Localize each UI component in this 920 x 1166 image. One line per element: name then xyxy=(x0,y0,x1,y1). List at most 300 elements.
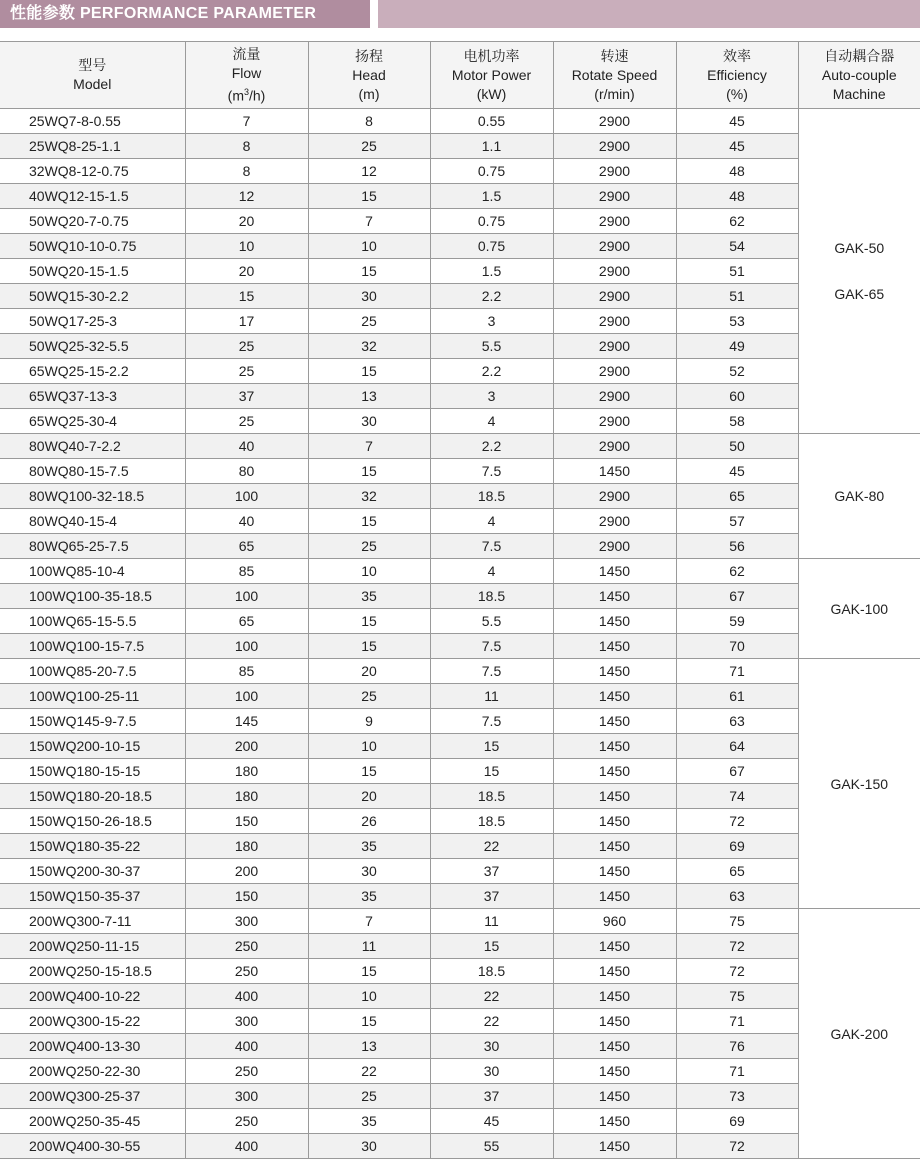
cell-speed: 1450 xyxy=(553,659,676,684)
cell-model: 100WQ100-25-11 xyxy=(0,684,185,709)
cell-flow: 180 xyxy=(185,784,308,809)
cell-speed: 1450 xyxy=(553,1109,676,1134)
cell-head: 30 xyxy=(308,409,430,434)
table-row xyxy=(0,759,920,784)
cell-flow: 300 xyxy=(185,909,308,934)
cell-head: 10 xyxy=(308,734,430,759)
cell-power: 22 xyxy=(430,984,553,1009)
cell-model: 200WQ250-22-30 xyxy=(0,1059,185,1084)
cell-head: 8 xyxy=(308,109,430,134)
cell-speed: 2900 xyxy=(553,509,676,534)
table-row xyxy=(0,884,920,909)
cell-flow: 7 xyxy=(185,109,308,134)
header-head-unit: (m) xyxy=(358,85,380,102)
cell-speed: 1450 xyxy=(553,834,676,859)
table-row xyxy=(0,684,920,709)
section-title: 性能参数 PERFORMANCE PARAMETER xyxy=(10,5,317,22)
cell-power: 18.5 xyxy=(430,784,553,809)
cell-flow: 37 xyxy=(185,384,308,409)
cell-power: 30 xyxy=(430,1034,553,1059)
cell-speed: 2900 xyxy=(553,234,676,259)
cell-power: 2.2 xyxy=(430,359,553,384)
cell-efficiency: 48 xyxy=(676,159,798,184)
cell-model: 150WQ200-10-15 xyxy=(0,734,185,759)
cell-speed: 2900 xyxy=(553,309,676,334)
cell-speed: 1450 xyxy=(553,1084,676,1109)
cell-efficiency: 45 xyxy=(676,109,798,134)
table-row xyxy=(0,409,920,434)
header-speed-en: Rotate Speed xyxy=(571,66,658,83)
cell-flow: 80 xyxy=(185,459,308,484)
coupler-label: GAK-200 xyxy=(830,1025,889,1042)
cell-power: 3 xyxy=(430,309,553,334)
cell-efficiency: 72 xyxy=(676,809,798,834)
cell-power: 7.5 xyxy=(430,534,553,559)
cell-model: 100WQ65-15-5.5 xyxy=(0,609,185,634)
cell-model: 150WQ150-35-37 xyxy=(0,884,185,909)
table-row xyxy=(0,534,920,559)
cell-flow: 20 xyxy=(185,209,308,234)
cell-model: 200WQ300-7-11 xyxy=(0,909,185,934)
cell-efficiency: 51 xyxy=(676,284,798,309)
table-row xyxy=(0,809,920,834)
cell-head: 13 xyxy=(308,384,430,409)
cell-head: 35 xyxy=(308,584,430,609)
cell-flow: 250 xyxy=(185,1059,308,1084)
table-header-row xyxy=(0,42,920,109)
cell-power: 7.5 xyxy=(430,709,553,734)
section-banner xyxy=(0,0,920,28)
cell-flow: 250 xyxy=(185,1109,308,1134)
cell-model: 150WQ180-20-18.5 xyxy=(0,784,185,809)
cell-head: 15 xyxy=(308,959,430,984)
cell-head: 20 xyxy=(308,659,430,684)
header-speed xyxy=(553,42,676,109)
cell-speed: 2900 xyxy=(553,184,676,209)
cell-power: 0.75 xyxy=(430,234,553,259)
cell-power: 4 xyxy=(430,409,553,434)
table-row xyxy=(0,734,920,759)
table-row xyxy=(0,134,920,159)
cell-model: 80WQ40-15-4 xyxy=(0,509,185,534)
cell-head: 11 xyxy=(308,934,430,959)
cell-efficiency: 75 xyxy=(676,909,798,934)
cell-head: 25 xyxy=(308,534,430,559)
cell-efficiency: 52 xyxy=(676,359,798,384)
cell-speed: 1450 xyxy=(553,884,676,909)
coupler-group-cell xyxy=(798,909,920,1159)
cell-model: 150WQ145-9-7.5 xyxy=(0,709,185,734)
cell-head: 15 xyxy=(308,609,430,634)
cell-flow: 20 xyxy=(185,259,308,284)
header-model-en: Model xyxy=(73,76,112,92)
cell-speed: 2900 xyxy=(553,384,676,409)
cell-flow: 300 xyxy=(185,1009,308,1034)
cell-efficiency: 70 xyxy=(676,634,798,659)
cell-model: 80WQ80-15-7.5 xyxy=(0,459,185,484)
cell-efficiency: 51 xyxy=(676,259,798,284)
cell-efficiency: 63 xyxy=(676,709,798,734)
table-row xyxy=(0,1034,920,1059)
cell-efficiency: 50 xyxy=(676,434,798,459)
cell-power: 5.5 xyxy=(430,609,553,634)
cell-flow: 12 xyxy=(185,184,308,209)
flow-unit-pre: (m xyxy=(227,87,244,104)
cell-speed: 1450 xyxy=(553,1059,676,1084)
cell-model: 80WQ65-25-7.5 xyxy=(0,534,185,559)
cell-head: 15 xyxy=(308,509,430,534)
cell-model: 40WQ12-15-1.5 xyxy=(0,184,185,209)
coupler-group-cell xyxy=(798,109,920,434)
cell-speed: 1450 xyxy=(553,584,676,609)
header-flow-unit xyxy=(186,83,308,106)
cell-head: 32 xyxy=(308,334,430,359)
cell-speed: 2900 xyxy=(553,359,676,384)
cell-head: 9 xyxy=(308,709,430,734)
cell-flow: 100 xyxy=(185,684,308,709)
cell-flow: 25 xyxy=(185,334,308,359)
cell-flow: 400 xyxy=(185,984,308,1009)
header-coupler xyxy=(798,42,920,109)
header-speed-unit: (r/min) xyxy=(594,85,635,102)
cell-efficiency: 45 xyxy=(676,134,798,159)
table-row xyxy=(0,859,920,884)
table-row xyxy=(0,784,920,809)
cell-model: 150WQ200-30-37 xyxy=(0,859,185,884)
header-coupler-en2: Machine xyxy=(832,85,886,102)
cell-speed: 2900 xyxy=(553,109,676,134)
cell-efficiency: 60 xyxy=(676,384,798,409)
table-row xyxy=(0,459,920,484)
cell-power: 1.5 xyxy=(430,184,553,209)
cell-power: 18.5 xyxy=(430,584,553,609)
performance-table xyxy=(0,41,920,1159)
cell-model: 200WQ250-11-15 xyxy=(0,934,185,959)
cell-speed: 1450 xyxy=(553,1134,676,1159)
cell-model: 100WQ100-15-7.5 xyxy=(0,634,185,659)
cell-speed: 2900 xyxy=(553,434,676,459)
cell-flow: 100 xyxy=(185,634,308,659)
table-row xyxy=(0,359,920,384)
cell-head: 25 xyxy=(308,309,430,334)
cell-head: 32 xyxy=(308,484,430,509)
cell-flow: 17 xyxy=(185,309,308,334)
cell-model: 25WQ7-8-0.55 xyxy=(0,109,185,134)
cell-power: 45 xyxy=(430,1109,553,1134)
table-row xyxy=(0,584,920,609)
flow-unit-post: /h) xyxy=(249,87,266,104)
table-row xyxy=(0,1059,920,1084)
cell-speed: 1450 xyxy=(553,609,676,634)
table-row xyxy=(0,1134,920,1159)
cell-power: 4 xyxy=(430,559,553,584)
cell-model: 50WQ10-10-0.75 xyxy=(0,234,185,259)
cell-flow: 180 xyxy=(185,759,308,784)
coupler-group-cell xyxy=(798,559,920,659)
cell-efficiency: 72 xyxy=(676,1134,798,1159)
cell-model: 65WQ25-15-2.2 xyxy=(0,359,185,384)
cell-speed: 2900 xyxy=(553,484,676,509)
cell-power: 7.5 xyxy=(430,634,553,659)
cell-efficiency: 69 xyxy=(676,1109,798,1134)
flow-unit-sup: 3 xyxy=(243,86,249,97)
cell-power: 0.75 xyxy=(430,209,553,234)
coupler-label: GAK-80 xyxy=(834,488,885,504)
cell-flow: 300 xyxy=(185,1084,308,1109)
table-row xyxy=(0,334,920,359)
header-efficiency-en: Efficiency xyxy=(707,66,767,83)
cell-head: 30 xyxy=(308,284,430,309)
cell-power: 11 xyxy=(430,684,553,709)
table-row xyxy=(0,434,920,459)
banner-separator xyxy=(370,0,378,28)
cell-head: 20 xyxy=(308,784,430,809)
table-row xyxy=(0,209,920,234)
header-coupler-en1: Auto-couple xyxy=(821,66,897,83)
table-row xyxy=(0,484,920,509)
cell-power: 22 xyxy=(430,1009,553,1034)
cell-flow: 400 xyxy=(185,1034,308,1059)
cell-head: 15 xyxy=(308,459,430,484)
cell-power: 5.5 xyxy=(430,334,553,359)
table-row xyxy=(0,309,920,334)
cell-model: 50WQ20-7-0.75 xyxy=(0,209,185,234)
cell-power: 18.5 xyxy=(430,484,553,509)
table-row xyxy=(0,284,920,309)
header-head-cn: 扬程 xyxy=(355,47,383,64)
header-head-en: Head xyxy=(352,66,386,83)
cell-head: 10 xyxy=(308,559,430,584)
cell-flow: 250 xyxy=(185,959,308,984)
cell-head: 7 xyxy=(308,909,430,934)
cell-efficiency: 54 xyxy=(676,234,798,259)
cell-model: 200WQ400-10-22 xyxy=(0,984,185,1009)
table-row xyxy=(0,234,920,259)
cell-model: 80WQ40-7-2.2 xyxy=(0,434,185,459)
cell-efficiency: 72 xyxy=(676,934,798,959)
coupler-group-cell xyxy=(798,434,920,559)
cell-head: 30 xyxy=(308,1134,430,1159)
cell-speed: 1450 xyxy=(553,709,676,734)
table-row xyxy=(0,109,920,134)
cell-head: 25 xyxy=(308,134,430,159)
cell-model: 50WQ25-32-5.5 xyxy=(0,334,185,359)
cell-flow: 25 xyxy=(185,409,308,434)
cell-power: 18.5 xyxy=(430,959,553,984)
cell-speed: 2900 xyxy=(553,534,676,559)
banner-title-box xyxy=(0,0,370,28)
cell-flow: 200 xyxy=(185,734,308,759)
cell-flow: 200 xyxy=(185,859,308,884)
cell-speed: 2900 xyxy=(553,334,676,359)
header-speed-cn: 转速 xyxy=(600,47,629,64)
table-row xyxy=(0,559,920,584)
cell-efficiency: 49 xyxy=(676,334,798,359)
cell-power: 2.2 xyxy=(430,434,553,459)
cell-model: 200WQ400-30-55 xyxy=(0,1134,185,1159)
header-efficiency-unit: (%) xyxy=(726,85,748,102)
table-row xyxy=(0,659,920,684)
cell-flow: 65 xyxy=(185,534,308,559)
cell-efficiency: 73 xyxy=(676,1084,798,1109)
header-coupler-cn: 自动耦合器 xyxy=(824,47,895,64)
cell-efficiency: 65 xyxy=(676,859,798,884)
header-flow xyxy=(185,42,308,109)
cell-flow: 8 xyxy=(185,159,308,184)
table-row xyxy=(0,609,920,634)
cell-flow: 250 xyxy=(185,934,308,959)
cell-efficiency: 72 xyxy=(676,959,798,984)
cell-speed: 1450 xyxy=(553,684,676,709)
table-row xyxy=(0,1009,920,1034)
cell-head: 15 xyxy=(308,259,430,284)
cell-speed: 1450 xyxy=(553,734,676,759)
cell-flow: 150 xyxy=(185,884,308,909)
cell-speed: 2900 xyxy=(553,159,676,184)
table-row xyxy=(0,184,920,209)
cell-efficiency: 74 xyxy=(676,784,798,809)
cell-power: 11 xyxy=(430,909,553,934)
cell-efficiency: 76 xyxy=(676,1034,798,1059)
cell-head: 10 xyxy=(308,984,430,1009)
table-row xyxy=(0,1109,920,1134)
table-row xyxy=(0,909,920,934)
cell-speed: 960 xyxy=(553,909,676,934)
cell-speed: 1450 xyxy=(553,984,676,1009)
cell-efficiency: 59 xyxy=(676,609,798,634)
cell-head: 35 xyxy=(308,834,430,859)
cell-model: 200WQ250-15-18.5 xyxy=(0,959,185,984)
cell-speed: 2900 xyxy=(553,209,676,234)
cell-speed: 1450 xyxy=(553,959,676,984)
header-power-unit: (kW) xyxy=(476,85,507,102)
cell-head: 12 xyxy=(308,159,430,184)
cell-flow: 100 xyxy=(185,484,308,509)
header-power xyxy=(430,42,553,109)
cell-speed: 1450 xyxy=(553,934,676,959)
cell-power: 3 xyxy=(430,384,553,409)
cell-head: 35 xyxy=(308,884,430,909)
cell-model: 50WQ20-15-1.5 xyxy=(0,259,185,284)
cell-power: 18.5 xyxy=(430,809,553,834)
cell-model: 100WQ100-35-18.5 xyxy=(0,584,185,609)
cell-head: 22 xyxy=(308,1059,430,1084)
cell-flow: 40 xyxy=(185,509,308,534)
cell-speed: 1450 xyxy=(553,1034,676,1059)
cell-flow: 145 xyxy=(185,709,308,734)
cell-model: 80WQ100-32-18.5 xyxy=(0,484,185,509)
cell-speed: 2900 xyxy=(553,134,676,159)
header-model xyxy=(0,42,185,109)
cell-efficiency: 69 xyxy=(676,834,798,859)
cell-speed: 1450 xyxy=(553,634,676,659)
table-row xyxy=(0,509,920,534)
cell-efficiency: 67 xyxy=(676,584,798,609)
cell-efficiency: 56 xyxy=(676,534,798,559)
cell-flow: 85 xyxy=(185,559,308,584)
cell-efficiency: 61 xyxy=(676,684,798,709)
cell-efficiency: 53 xyxy=(676,309,798,334)
cell-efficiency: 62 xyxy=(676,209,798,234)
table-row xyxy=(0,709,920,734)
coupler-label: GAK-150 xyxy=(830,775,889,792)
cell-power: 15 xyxy=(430,759,553,784)
cell-efficiency: 75 xyxy=(676,984,798,1009)
cell-speed: 1450 xyxy=(553,759,676,784)
cell-efficiency: 67 xyxy=(676,759,798,784)
cell-speed: 1450 xyxy=(553,859,676,884)
cell-head: 25 xyxy=(308,1084,430,1109)
coupler-group-cell xyxy=(798,659,920,909)
cell-head: 10 xyxy=(308,234,430,259)
table-row xyxy=(0,159,920,184)
cell-model: 200WQ250-35-45 xyxy=(0,1109,185,1134)
cell-power: 30 xyxy=(430,1059,553,1084)
cell-model: 150WQ180-35-22 xyxy=(0,834,185,859)
cell-flow: 65 xyxy=(185,609,308,634)
cell-model: 32WQ8-12-0.75 xyxy=(0,159,185,184)
header-model-cn: 型号 xyxy=(78,57,107,73)
cell-head: 26 xyxy=(308,809,430,834)
table-row xyxy=(0,384,920,409)
cell-head: 13 xyxy=(308,1034,430,1059)
cell-model: 50WQ17-25-3 xyxy=(0,309,185,334)
cell-flow: 85 xyxy=(185,659,308,684)
cell-head: 15 xyxy=(308,759,430,784)
table-row xyxy=(0,959,920,984)
header-power-en: Motor Power xyxy=(451,66,532,83)
cell-power: 1.1 xyxy=(430,134,553,159)
cell-efficiency: 45 xyxy=(676,459,798,484)
cell-power: 7.5 xyxy=(430,659,553,684)
cell-speed: 1450 xyxy=(553,559,676,584)
cell-power: 2.2 xyxy=(430,284,553,309)
cell-model: 150WQ150-26-18.5 xyxy=(0,809,185,834)
cell-power: 37 xyxy=(430,859,553,884)
table-row xyxy=(0,259,920,284)
cell-flow: 8 xyxy=(185,134,308,159)
cell-flow: 400 xyxy=(185,1134,308,1159)
cell-head: 15 xyxy=(308,634,430,659)
cell-efficiency: 63 xyxy=(676,884,798,909)
cell-model: 25WQ8-25-1.1 xyxy=(0,134,185,159)
cell-flow: 180 xyxy=(185,834,308,859)
cell-model: 65WQ37-13-3 xyxy=(0,384,185,409)
coupler-label: GAK-65 xyxy=(834,286,885,302)
cell-head: 30 xyxy=(308,859,430,884)
cell-efficiency: 65 xyxy=(676,484,798,509)
cell-power: 0.75 xyxy=(430,159,553,184)
cell-power: 22 xyxy=(430,834,553,859)
table-row xyxy=(0,934,920,959)
cell-speed: 2900 xyxy=(553,259,676,284)
cell-power: 7.5 xyxy=(430,459,553,484)
cell-power: 4 xyxy=(430,509,553,534)
coupler-label: GAK-50 xyxy=(834,240,885,256)
cell-power: 15 xyxy=(430,734,553,759)
cell-flow: 15 xyxy=(185,284,308,309)
cell-power: 37 xyxy=(430,884,553,909)
cell-flow: 10 xyxy=(185,234,308,259)
cell-head: 35 xyxy=(308,1109,430,1134)
cell-power: 55 xyxy=(430,1134,553,1159)
cell-efficiency: 71 xyxy=(676,1059,798,1084)
table-row xyxy=(0,634,920,659)
cell-model: 100WQ85-10-4 xyxy=(0,559,185,584)
header-flow-en: Flow xyxy=(231,64,262,81)
cell-head: 25 xyxy=(308,684,430,709)
cell-flow: 150 xyxy=(185,809,308,834)
